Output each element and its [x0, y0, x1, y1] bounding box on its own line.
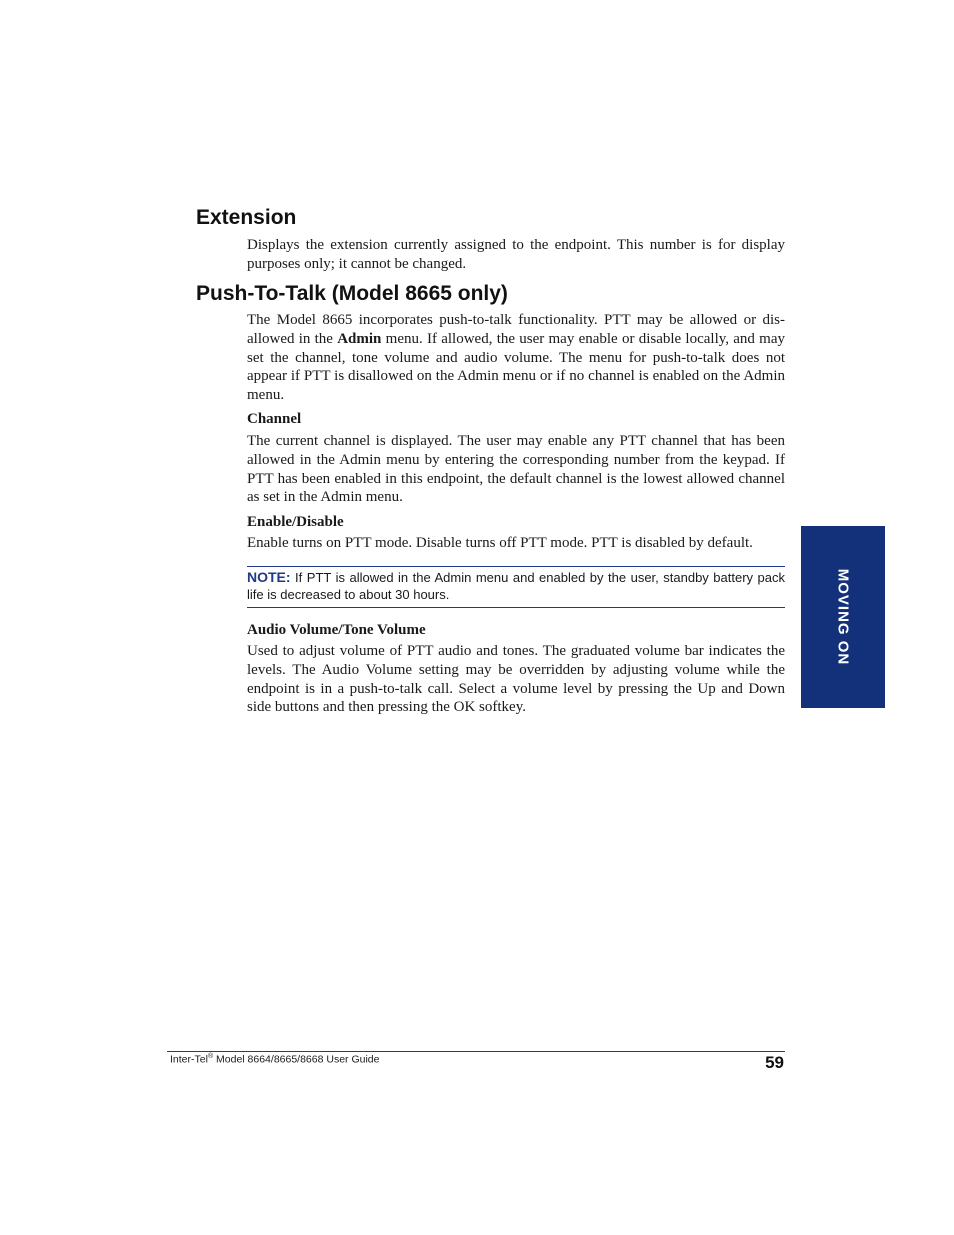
ptt-intro-part2: menu. If allowed, the user may enable or disable locally, and may set the channel, tone volume and audio volume. The menu for push-to-talk does not appear if PTT is disallowed on the Admin menu or if no channel is enabled on the Admin menu. — [247, 330, 785, 404]
footer-guide-title — [170, 1053, 379, 1066]
footer-guide-name: Model 8664/8665/8668 User Guide — [213, 1053, 380, 1066]
audio-volume-body: Used to adjust volume of PTT audio and tones. The graduated volume bar indicates the levels. The Audio Volume setting may be overridden by adjusting volume while the endpoint is in a push-to-talk call. Select a volume level by pressing the Up and Down side buttons and then pressing the OK softkey. — [247, 643, 785, 716]
extension-heading: Extension — [196, 206, 297, 229]
channel-heading: Channel — [247, 411, 302, 427]
ptt-intro-part1: The Model 8665 incorporates push-to-talk functionality. PTT may be allowed or dis-allowed in the — [247, 312, 785, 347]
footer-brand: Inter-Tel — [170, 1053, 208, 1066]
footer-registered-mark: ® — [207, 1053, 214, 1060]
note-box — [247, 566, 785, 608]
ptt-heading: Push-To-Talk (Model 8665 only) — [196, 282, 508, 305]
enable-disable-body: Enable turns on PTT mode. Disable turns off PTT mode. PTT is disabled by default. — [247, 535, 753, 551]
footer-rule — [167, 1051, 785, 1052]
page-number: 59 — [765, 1053, 784, 1072]
side-tab-label: MOVING ON — [834, 568, 852, 666]
audio-volume-heading: Audio Volume/Tone Volume — [247, 622, 426, 638]
ptt-intro-admin-bold: Admin — [337, 330, 382, 347]
side-tab — [801, 526, 885, 708]
note-body: If PTT is allowed in the Admin menu and enabled by the user, standby battery pack life is decreased to about 30 hours. — [247, 570, 785, 602]
note-label: NOTE: — [247, 569, 291, 585]
enable-disable-heading: Enable/Disable — [247, 514, 344, 530]
ptt-intro — [247, 311, 785, 405]
channel-body: The current channel is displayed. The user may enable any PTT channel that has been allowed in the Admin menu by entering the corresponding number from the keypad. If PTT has been enabled in this endpoint, the default channel is the lowest allowed channel as set in the Admin menu. — [247, 433, 785, 506]
extension-body: Displays the extension currently assigned to the endpoint. This number is for display purposes only; it cannot be changed. — [247, 237, 785, 272]
note-text — [247, 569, 785, 603]
